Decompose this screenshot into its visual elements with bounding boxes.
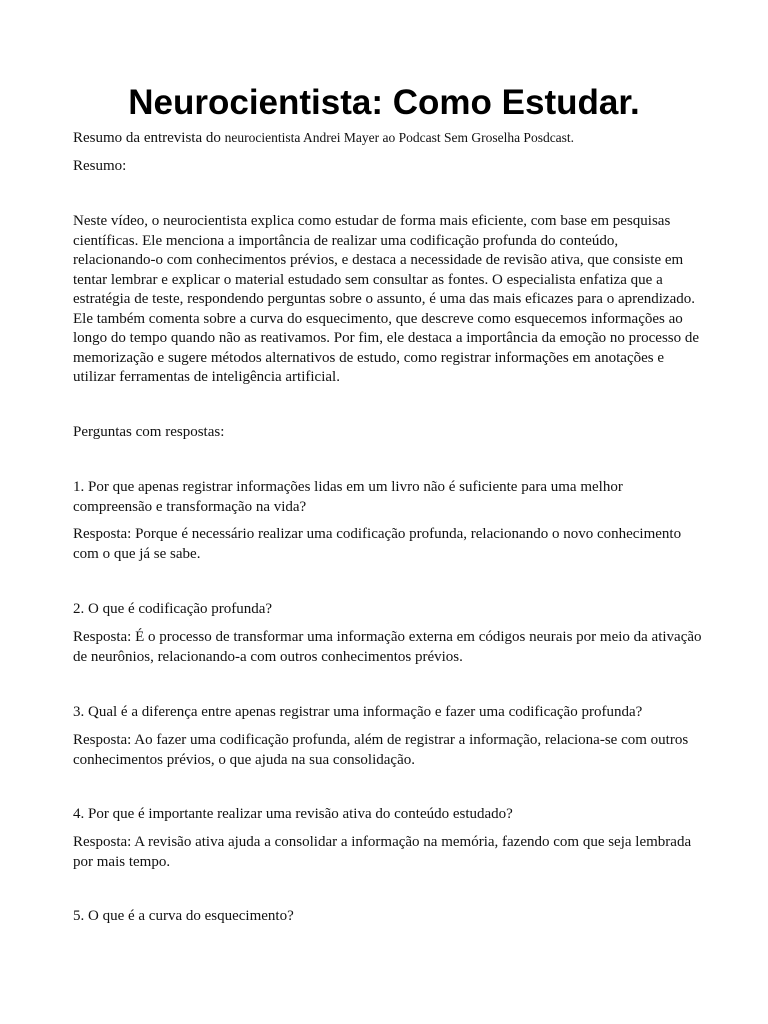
answer-4: Resposta: A revisão ativa ajuda a consolidar a informação na memória, fazendo com que seja lembrada por mais tempo.: [73, 834, 692, 870]
document-subtitle: [73, 128, 703, 149]
answer-2: Resposta: É o processo de transformar uma informação externa em códigos neurais por meio da ativação de neurônios, relacionando-a com outros conhecimentos prévios.: [73, 629, 702, 665]
subtitle-source: neurocientista Andrei Mayer ao Podcast Sem Groselha Posdcast.: [224, 130, 575, 145]
question-4: 4. Por que é importante realizar uma revisão ativa do conteúdo estudado?: [73, 806, 513, 822]
question-2: 2. O que é codificação profunda?: [73, 601, 273, 617]
summary-heading: Resumo:: [73, 158, 127, 174]
question-5: 5. O que é a curva do esquecimento?: [73, 908, 294, 924]
summary-paragraph: Neste vídeo, o neurocientista explica como estudar de forma mais eficiente, com base em pesquisas científicas. Ele menciona a importância de realizar uma codificação profunda do conteúdo, relacionando-o com conhecimentos prévios, e destaca a necessidade de revisão ativa, que consiste em tentar lembrar e explicar o material estudado sem consultar as fontes. O especialista enfatiza que a estratégia de teste, respondendo perguntas sobre o assunto, é uma das mais eficazes para o aprendizado. Ele também comenta sobre a curva do esquecimento, que descreve como esquecemos informações ao longo do tempo quando não as reativamos. Por fim, ele destaca a importância da emoção no processo de memorização e sugere métodos alternativos de estudo, como registrar informações em anotações e utilizar ferramentas de inteligência artificial.: [73, 213, 700, 385]
question-1: 1. Por que apenas registrar informações lidas em um livro não é suficiente para uma melhor compreensão e transformação na vida?: [73, 479, 623, 515]
question-3: 3. Qual é a diferença entre apenas registrar uma informação e fazer uma codificação profunda?: [73, 704, 643, 720]
questions-heading: Perguntas com respostas:: [73, 424, 225, 440]
document-title: Neurocientista: Como Estudar.: [128, 83, 640, 122]
answer-3: Resposta: Ao fazer uma codificação profunda, além de registrar a informação, relaciona-se com outros conhecimentos prévios, o que ajuda na sua consolidação.: [73, 732, 689, 768]
subtitle-prefix: Resumo da entrevista do: [73, 130, 225, 146]
answer-1: Resposta: Porque é necessário realizar uma codificação profunda, relacionando o novo conhecimento com o que já se sabe.: [73, 526, 682, 562]
